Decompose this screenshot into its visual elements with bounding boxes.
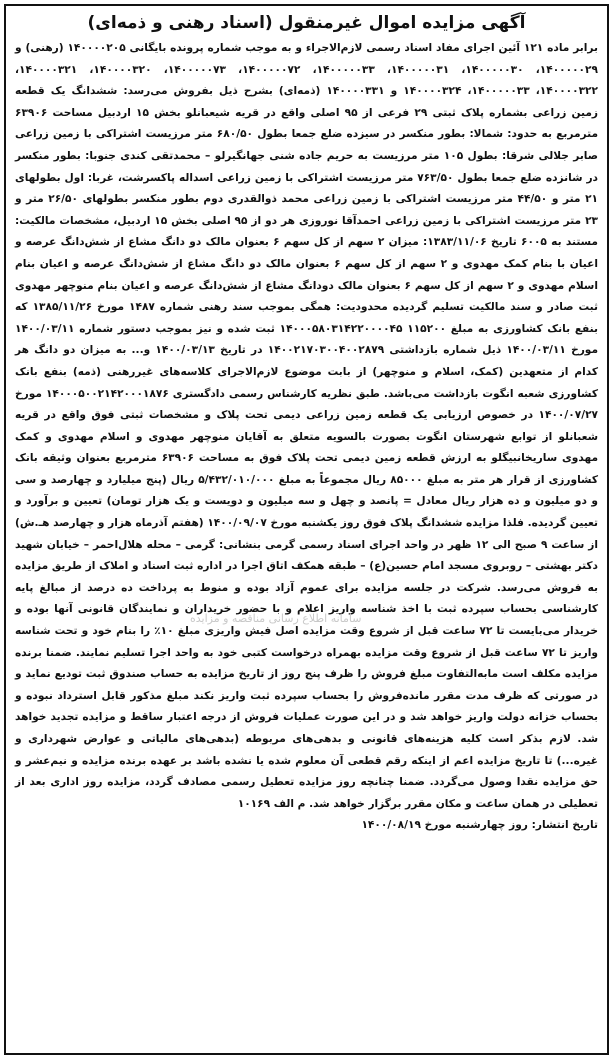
- publish-label: تاریخ انتشار:: [531, 819, 598, 832]
- publish-date: روز چهارشنبه مورخ ۱۴۰۰/۰۸/۱۹: [361, 819, 528, 832]
- notice-title: آگهی مزایده اموال غیرمنقول (اسناد رهنی و ذمه‌ای): [87, 13, 526, 33]
- notice-body: برابر ماده ۱۲۱ آئین اجرای مفاد اسناد رسمی لازم‌الاجراء و به موجب شماره پرونده بایگانی ۱۴۰۰۰۰۲۰۵ (رهنی) و ۱۴۰۰۰۰۰۲۹، ۱۴۰۰۰۰۰۳۰، ۱۴۰۰۰۰۰۳۱، ۱۴۰۰۰۰۰۳۳، ۱۴۰۰۰۰۰۷۲، ۱۴۰۰۰۰۰۷۳، ۱۴۰۰۰۰۳۲۰، ۱۴۰۰۰۰۳۲۱، ۱۴۰۰۰۰۳۲۲، ۱۴۰۰۰۰۰۳۳، ۱۴۰۰۰۰۳۲۴ و ۱۴۰۰۰۰۳۳۱ (ذمه‌ای) بشرح ذیل بفروش می‌رسد: ششدانگ یک قطعه زمین زراعی بشماره پلاک ثبتی ۲۹ فرعی از ۹۵ اصلی واقع در قریه شیعبانلو بخش ۱۵ اردبیل مساحت ۶۳۹۰۶ مترمربع به حدود: شمالا: بطور منکسر در سیزده ضلع جمعا بطول ۶۸۰/۵۰ متر مرزیست اشتراکی با زمین زراعی صابر جلالی شرقا: بطول ۱۰۵ متر مرزیست به حریم جاده شنی جهانگیرلو – محمدتقی کندی جنوبا: بطور منکسر در شانزده ضلع جمعا بطول ۷۶۳/۵۰ متر مرزیست اشتراکی با زمین زراعی اسداله پاکسرشت، غربا: اول بطولهای ۲۱ متر و ۴۴/۵۰ متر مرزیست اشتراکی با زمین زراعی محمد ذوالقدری دوم بطور منکسر بطولهای ۲۶/۵۰ متر و ۲۳ متر مرزیست اشتراکی با زمین زراعی احمدآقا نوروزی هر دو از ۹۵ اصلی بخش ۱۵ اردبیل، مشخصات مالکیت: مستند به ۶۰۰۵ تاریخ ۱۳۸۳/۱۱/۰۶: میزان ۲ سهم از کل سهم ۶ بعنوان مالک دو دانگ مشاع از شش‌دانگ عرصه و اعیان با بنام کمک مهدوی و ۲ سهم از کل سهم ۶ بعنوان مالک دو دانگ مشاع از شش‌دانگ عرصه و اعیان بنام اسلام مهدوی و ۲ سهم از کل سهم ۶ بعنوان مالک دودانگ مشاع از شش‌دانگ عرصه و اعیان بنام منوچهر مهدوی ثبت صادر و سند مالکیت تسلیم گردیده محدودیت: همگی بموجب سند رهنی شماره ۱۴۸۷ مورخ ۱۳۸۵/۱۱/۲۶ که بنفع بانک کشاورزی به مبلغ ۱۱۵۲۰۰ ۱۴۰۰۰۵۸۰۳۱۴۲۲۰۰۰۰۴۵ ثبت شده و نیز بموجب دستور شماره ۱۴۰۰/۰۳/۱۱ مورخ ۱۴۰۰/۰۳/۱۱ ذیل شماره بازداشتی ۱۴۰۰۲۱۷۰۳۰۰۴۰۰۲۸۷۹ در تاریخ ۱۴۰۰/۰۳/۱۳ و... به میزان دو دانگ هر کدام از متعهدین (کمک، اسلام و منوچهر) از بابت موضوع لازم‌الاجرای کلاسه‌های غیررهنی (ذمه) بنفع بانک کشاورزی شعبه انگوت بازداشت می‌باشد. طبق نظریه کارشناس رسمی دادگستری ۱۴۰۰۰۵۰۰۲۱۴۲۰۰۰۱۸۷۶ مورخ ۱۴۰۰/۰۷/۲۷ در خصوص ارزیابی یک قطعه زمین زراعی دیمی تحت پلاک و مشخصات ثبتی فوق واقع در قریه شعبانلو از توابع شهرستان انگوت بصورت بالسویه متعلق به آقایان منوچهر مهدوی و اسلام مهدوی و کمک مهدوی ساریخانبیگلو به ارزش قطعه زمین دیمی تحت پلاک فوق به مساحت ۶۳۹۰۶ مترمربع بعنوان وثیقه بانک کشاورزی از قرار هر متر به مبلغ ۸۵۰۰۰ ریال مجموعاً به مبلغ ۵/۴۳۲/۰۱۰/۰۰۰ ریال (پنج میلیارد و چهارصد و سی و دو میلیون و ده هزار ریال معادل = پانصد و چهل و سه میلیون و دویست و یک هزار تومان) تعیین و برآورد و تعیین گردیده. فلذا مزایده ششدانگ پلاک فوق روز یکشنبه مورخ ۱۴۰۰/۰۹/۰۷ (هفتم آذرماه هزار و چهارصد هـ.ش) از ساعت ۹ صبح الی ۱۲ ظهر در واحد اجرای اسناد رسمی گرمی بنشانی: گرمی – محله هلال‌احمر – خیابان شهید دکتر بهشتی – روبروی مسجد امام حسین(ع) – طبقه همکف اتاق اجرا در اداره ثبت اسناد و املاک از طریق مزایده به فروش می‌رسد. شرکت در جلسه مزایده برای عموم آزاد بوده و منوط به پرداخت ده درصد از مبالغ پایه کارشناسی بحساب سپرده ثبت با اخذ شناسه واریز اعلام و با حضور خریداران و نمایندگان قانونی آنها بوده و خریدار می‌بایست تا ۷۲ ساعت قبل از شروع وقت مزایده اصل فیش واریزی مبلغ ۱۰٪ را بنام خود و تحت شناسه واریز تا ۷۲ ساعت قبل از شروع وقت مزایده بهمراه درخواست کتبی خود به واحد اجرا تسلیم نمایند. ضمنا برنده مزایده مکلف است مابه‌التفاوت مبلغ فروش را ظرف پنج روز از تاریخ مزایده به حساب صندوق ثبت تودیع نماید و در صورتی که ظرف مدت مقرر مانده‌فروش را بحساب سپرده ثبت واریز نکند مبلغ مذکور قابل استرداد نبوده و بحساب خزانه دولت واریز خواهد شد و در این صورت عملیات فروش از درجه اعتبار ساقط و مزایده تجدید خواهد شد. لازم بذکر است کلیه هزینه‌های قانونی و بدهی‌های مربوطه (بدهی‌های مالیاتی و عوارض شهرداری و غیره...) تا تاریخ مزایده اعم از اینکه رقم قطعی آن معلوم شده یا نشده باشد بر عهده برنده مزایده و نیم‌عشر و حق مزایده نقدا وصول می‌گردد. ضمنا چنانچه روز مزایده تعطیل رسمی مصادف گردد، مزایده روز اداری بعد از تعطیلی در همان ساعت و مکان مقرر برگزار خواهد شد. م الف ۱۰۱۶۹: [15, 42, 599, 810]
- publish-line: [15, 815, 598, 837]
- auction-notice: [4, 4, 609, 1055]
- site-watermark: سامانه اطلاع رسانی مناقصه و مزایده: [190, 612, 362, 625]
